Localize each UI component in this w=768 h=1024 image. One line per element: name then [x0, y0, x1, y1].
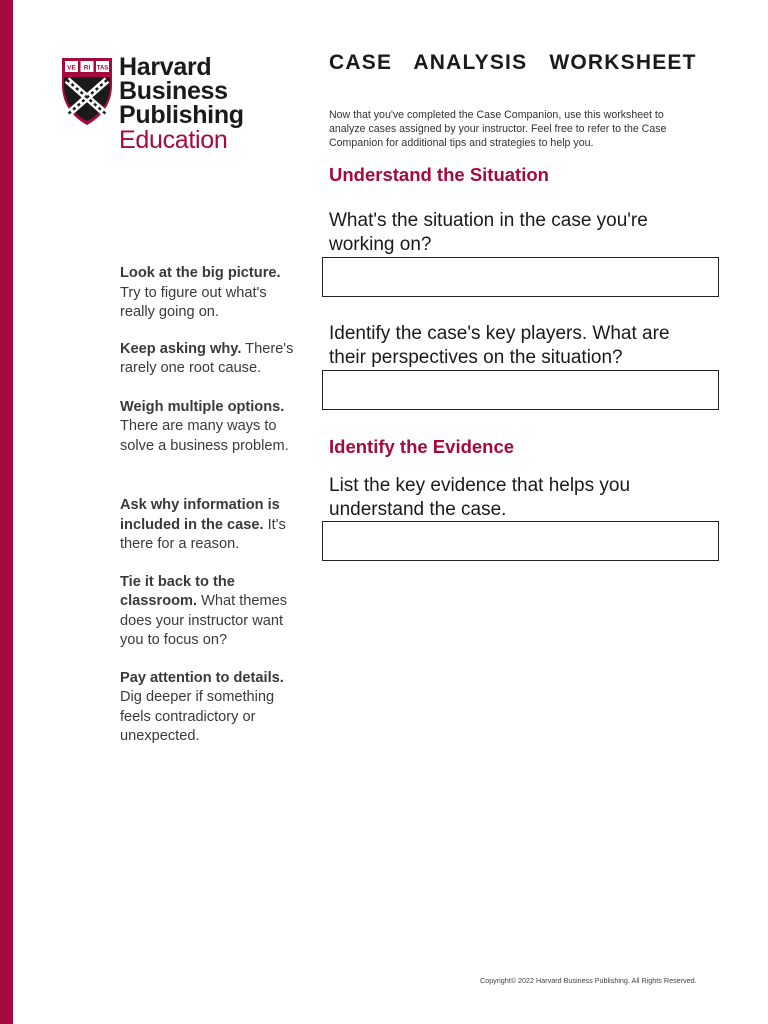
tip-big-picture-bold: Look at the big picture. [120, 265, 281, 281]
logo-wordmark [119, 55, 269, 153]
tip-keep-asking-why [120, 340, 298, 379]
answer-box-key-evidence[interactable] [322, 521, 719, 561]
tip-keep-asking-why-bold: Keep asking why. [120, 340, 242, 357]
tip-ask-why-information-text: It's there for a reason. [120, 516, 286, 552]
harvard-shield-icon [60, 55, 114, 127]
tip-ask-why-information [120, 496, 298, 555]
tip-weigh-options-bold: Weigh multiple options. [120, 398, 285, 415]
section-heading-identify-evidence: Identify the Evidence [329, 436, 515, 457]
tip-tie-to-classroom-text: What themes does your instructor want you to focus on? [120, 593, 288, 648]
answer-box-situation[interactable] [322, 257, 719, 297]
shield-letters-3: TAS [96, 65, 109, 72]
tip-big-picture [120, 264, 298, 323]
tip-weigh-options-text: There are many ways to solve a business problem. [120, 418, 289, 454]
logo-line-publishing: Publishing [119, 101, 244, 129]
left-accent-bar [0, 0, 13, 1024]
shield-letters-2: RI [83, 64, 91, 72]
tips-sidebar [120, 264, 298, 747]
question-key-players: Identify the case's key players. What are their perspectives on the situation? [329, 323, 670, 368]
copyright-footer: Copyright© 2022 Harvard Business Publishing. All Rights Reserved. [480, 976, 697, 985]
question-key-evidence: List the key evidence that helps you understand the case. [329, 475, 631, 520]
tip-weigh-options [120, 398, 298, 457]
tip-tie-to-classroom-bold: Tie it back to the classroom. [120, 573, 235, 609]
tip-pay-attention-details-text: Dig deeper if something feels contradictory or unexpected. [120, 689, 275, 744]
section-heading-understand-situation: Understand the Situation [329, 164, 549, 185]
shield-letters-1: VE [67, 64, 76, 72]
answer-box-key-players[interactable] [322, 370, 719, 410]
tip-pay-attention-details [120, 669, 298, 747]
tip-pay-attention-details-bold: Pay attention to details. [120, 669, 284, 686]
logo-line-education: Education [119, 126, 228, 154]
question-situation: What's the situation in the case you're working on? [329, 210, 648, 255]
tip-ask-why-information-bold: Ask why information is included in the case. [120, 497, 280, 533]
intro-paragraph: Now that you've completed the Case Companion, use this worksheet to analyze cases assigned by your instructor. Feel free to refer to the Case Companion for additional tips and strategies to help you. [329, 109, 667, 149]
tip-big-picture-text: Try to figure out what's really going on. [120, 284, 267, 320]
tip-keep-asking-why-text: There's rarely one root cause. [120, 340, 294, 376]
logo-line-business: Business [119, 77, 228, 105]
logo-line-harvard: Harvard [119, 53, 212, 81]
worksheet-title: CASE ANALYSIS WORKSHEET [329, 51, 697, 74]
hbp-education-logo [60, 55, 270, 155]
tip-tie-to-classroom [120, 573, 298, 651]
